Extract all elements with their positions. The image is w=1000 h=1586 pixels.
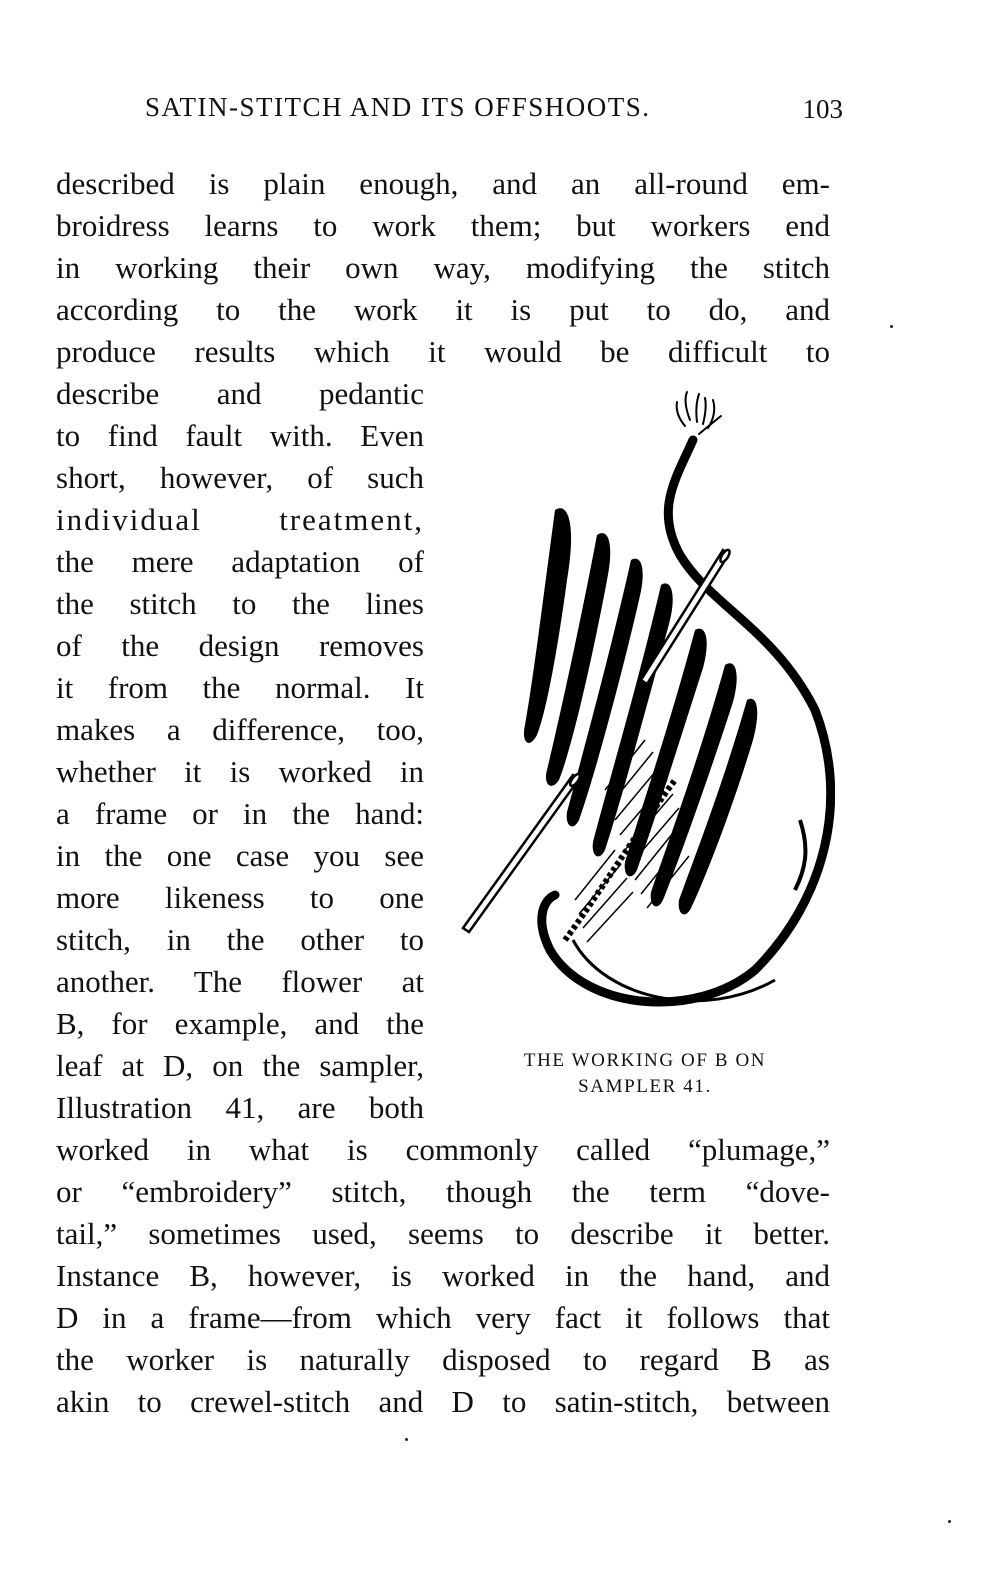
body-line: the worker is naturally disposed to regard B as xyxy=(56,1342,830,1377)
body-line: a frame or in the hand: xyxy=(56,796,424,831)
page-header xyxy=(145,92,845,132)
body-line: the stitch to the lines xyxy=(56,586,424,621)
body-line: leaf at D, on the sampler, xyxy=(56,1048,424,1083)
body-line: it from the normal. It xyxy=(56,670,424,705)
body-line: to find fault with. Even xyxy=(56,418,424,453)
body-line: described is plain enough, and an all-round em- xyxy=(56,166,830,201)
body-line: according to the work it is put to do, and xyxy=(56,292,830,327)
body-line: worked in what is commonly called “plumage,” xyxy=(56,1132,830,1167)
body-line: produce results which it would be difficult to xyxy=(56,334,830,369)
body-line: tail,” sometimes used, seems to describe it better. xyxy=(56,1216,830,1251)
body-line: in the one case you see xyxy=(56,838,424,873)
stitch-drawing xyxy=(455,380,835,1040)
body-line: or “embroidery” stitch, though the term “dove- xyxy=(56,1174,830,1209)
body-line: individual treatment, xyxy=(56,502,424,537)
body-line: of the design removes xyxy=(56,628,424,663)
body-line: B, for example, and the xyxy=(56,1006,424,1041)
needle-lower xyxy=(463,773,582,932)
body-line: more likeness to one xyxy=(56,880,424,915)
body-line: stitch, in the other to xyxy=(56,922,424,957)
thread-fray xyxy=(677,392,721,434)
body-line: in working their own way, modifying the stitch xyxy=(56,250,830,285)
body-line: describe and pedantic xyxy=(56,376,424,411)
body-line: broidress learns to work them; but workers end xyxy=(56,208,830,243)
body-line: akin to crewel-stitch and D to satin-stitch, between xyxy=(56,1384,830,1419)
speck xyxy=(890,325,893,328)
body-line: Illustration 41, are both xyxy=(56,1090,424,1125)
speck xyxy=(948,1520,951,1523)
figure-caption xyxy=(455,1048,835,1100)
page-number: 103 xyxy=(802,94,843,124)
running-head: SATIN-STITCH AND ITS OFFSHOOTS. xyxy=(145,92,651,122)
caption-line: SAMPLER 41. xyxy=(578,1076,712,1097)
body-line: makes a difference, too, xyxy=(56,712,424,747)
thread-loop xyxy=(542,440,831,1002)
body-line: the mere adaptation of xyxy=(56,544,424,579)
body-line: Instance B, however, is worked in the hand, and xyxy=(56,1258,830,1293)
embroidery-illustration xyxy=(455,380,835,1040)
body-line: whether it is worked in xyxy=(56,754,424,789)
speck xyxy=(405,1438,408,1441)
body-line: short, however, of such xyxy=(56,460,424,495)
caption-line: THE WORKING OF B ON xyxy=(523,1050,767,1071)
body-line: another. The flower at xyxy=(56,964,424,999)
body-line: D in a frame—from which very fact it follows that xyxy=(56,1300,830,1335)
